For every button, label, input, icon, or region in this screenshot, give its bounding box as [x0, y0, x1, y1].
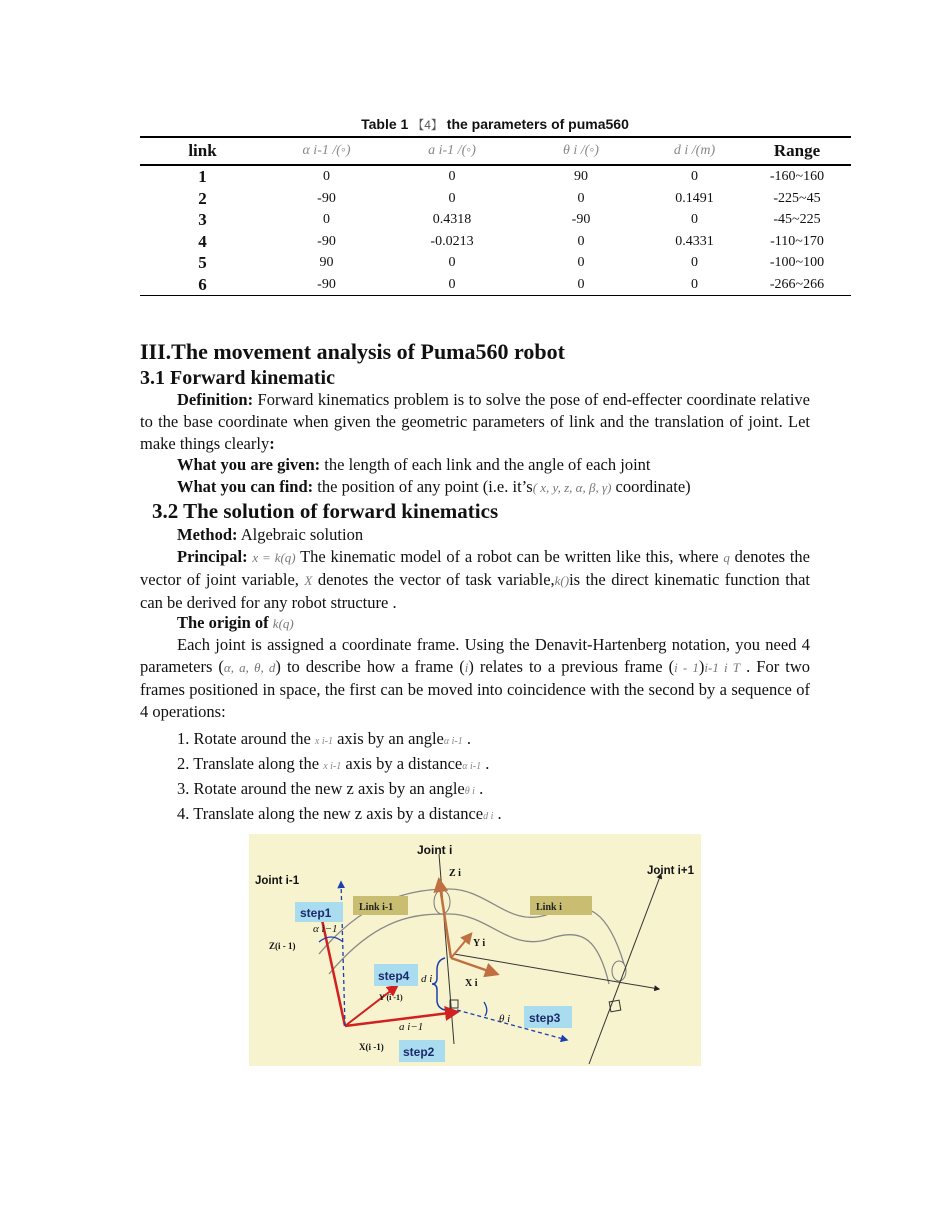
cell-alpha: -90	[317, 190, 336, 206]
op-text: 2. Translate along the	[177, 754, 324, 773]
cell-link: 4	[198, 231, 207, 251]
theta-label: θ i	[499, 1013, 511, 1025]
dh-text-4: )	[698, 657, 705, 676]
cell-a: 0	[448, 255, 456, 270]
principal-text-2: denotes the vector of joint variable,	[140, 547, 811, 589]
step1-label: step1	[300, 906, 332, 920]
step4-label: step4	[378, 969, 410, 983]
alpha-label: α i−1	[313, 923, 338, 935]
origin-math: k(q)	[272, 616, 294, 631]
header-range: Range	[773, 141, 821, 160]
caption-text: the parameters of puma560	[446, 116, 629, 132]
dh-transform: i-1 i T	[704, 660, 741, 675]
y-i-label: Y i	[473, 938, 486, 949]
caption-reference: 【4】	[412, 118, 443, 132]
x-i-minus-1-label: X(i -1)	[359, 1042, 384, 1052]
op-text: 1. Rotate around the	[177, 729, 315, 748]
definition-colon: :	[269, 434, 275, 453]
op-end: .	[474, 779, 484, 798]
principal-label: Principal:	[177, 547, 248, 566]
op-end: .	[493, 804, 502, 823]
d-label: d i	[421, 973, 433, 985]
cell-alpha: 0	[323, 169, 330, 184]
cell-a: 0	[448, 169, 456, 184]
find-label: What you can find:	[177, 477, 314, 496]
list-item	[177, 803, 847, 828]
principal-text-1: The kinematic model of a robot can be written like this, where	[295, 547, 724, 566]
principal-paragraph	[140, 546, 810, 614]
find-line	[140, 476, 810, 499]
op-end: .	[481, 754, 490, 773]
given-line	[140, 454, 810, 476]
header-alpha: α i-1 /(◦)	[302, 143, 351, 158]
cell-link: 5	[198, 253, 207, 272]
header-theta: θ i /(◦)	[563, 143, 599, 158]
cell-d: 0	[691, 212, 698, 227]
cell-d: 0	[691, 276, 698, 292]
table-row	[140, 209, 851, 231]
section-heading: III.The movement analysis of Puma560 robot	[140, 339, 565, 364]
cell-alpha: -90	[317, 276, 336, 292]
cell-theta: -90	[571, 212, 591, 227]
op-symbol-2: α i-1	[462, 761, 482, 772]
cell-link: 1	[198, 167, 207, 186]
header-link: link	[188, 141, 217, 160]
op-mid: axis by an angle	[332, 729, 444, 748]
method-line	[140, 524, 810, 546]
op-text: 4. Translate along the new z axis by a distance	[177, 804, 484, 823]
cell-range: -45~225	[773, 212, 821, 227]
parameter-table	[140, 136, 851, 296]
cell-alpha: 90	[319, 255, 334, 270]
joint-i-plus-1-label: Joint i+1	[647, 865, 694, 877]
z-i-minus-1-label: Z(i - 1)	[269, 941, 296, 951]
cell-theta: 0	[577, 190, 585, 206]
cell-range: -266~266	[769, 276, 825, 292]
joint-i-label: Joint i	[417, 843, 453, 857]
given-label: What you are given:	[177, 455, 321, 474]
dh-text-5: . For two frames positioned in space, the first can be moved into coincidence with the second by a sequence of 4 operations:	[140, 657, 810, 721]
dh-paragraph	[140, 634, 810, 723]
table-row	[140, 231, 851, 253]
find-math: ( x, y, z, α, β, γ)	[532, 480, 612, 495]
dh-text-3: ) relates to a previous frame (	[468, 657, 675, 676]
y-i-minus-1-label: Y (i -1)	[379, 993, 403, 1002]
cell-a: -0.0213	[430, 233, 474, 249]
op-symbol: θ i	[464, 786, 475, 797]
table-header-row	[140, 137, 851, 165]
cell-d: 0	[691, 169, 698, 184]
list-item	[177, 728, 847, 753]
dh-text-2: ) to describe how a frame (	[275, 657, 465, 676]
x-i-label: X i	[465, 978, 478, 989]
dh-params: α, a, θ, d	[223, 660, 276, 675]
cell-alpha: 0	[323, 212, 330, 227]
x-symbol: X	[304, 573, 313, 588]
cell-theta: 0	[577, 233, 585, 249]
cell-link: 2	[198, 188, 207, 208]
cell-range: -110~170	[770, 233, 824, 249]
op-symbol-2: α i-1	[443, 736, 463, 747]
cell-d: 0.1491	[675, 190, 714, 206]
joint-i-minus-1-label: Joint i-1	[255, 875, 300, 887]
operations-list	[177, 728, 847, 828]
op-symbol: x i-1	[314, 736, 333, 747]
list-item	[177, 753, 847, 778]
op-text: 3. Rotate around the new z axis by an angle	[177, 779, 465, 798]
step2-label: step2	[403, 1045, 435, 1059]
cell-d: 0.4331	[675, 233, 714, 249]
table-row	[140, 188, 851, 210]
op-symbol: x i-1	[323, 761, 342, 772]
subsection-heading-solution: 3.2 The solution of forward kinematics	[152, 499, 499, 523]
dh-i: i	[464, 660, 469, 675]
dh-i-minus-1: i - 1	[674, 660, 699, 675]
table-caption	[140, 116, 850, 133]
definition-text: Forward kinematics problem is to solve the pose of end-effecter coordinate relative to the base coordinate when given the geometric parameters of link and the translation of joint. Let make things clearly	[140, 390, 810, 453]
list-item	[177, 778, 847, 803]
step3-label: step3	[529, 1011, 561, 1025]
link-i-label: Link i	[536, 902, 562, 913]
link-i-minus-1-label: Link i-1	[359, 902, 394, 913]
a-label: a i−1	[399, 1021, 424, 1033]
table-row	[140, 274, 851, 296]
origin-line	[140, 612, 810, 635]
dh-text-1: Each joint is assigned a coordinate frame. Using the Denavit-Hartenberg notation, you need 4 parameters (	[140, 635, 810, 676]
cell-theta: 90	[574, 169, 588, 184]
op-end: .	[462, 729, 471, 748]
k-symbol: k()	[554, 573, 570, 588]
cell-link: 3	[198, 210, 207, 229]
header-d: d i /(m)	[673, 143, 716, 158]
z-i-label: Z i	[449, 868, 461, 879]
cell-theta: 0	[577, 255, 585, 270]
cell-range: -100~100	[769, 255, 825, 270]
figure-background	[249, 834, 701, 1066]
definition-label: Definition:	[177, 390, 254, 409]
cell-a: 0.4318	[432, 212, 472, 227]
table-row	[140, 165, 851, 188]
op-mid: axis by a distance	[341, 754, 463, 773]
cell-a: 0	[448, 276, 456, 292]
op-symbol: d i	[483, 811, 494, 822]
principal-text-4: is the direct kinematic function that can be derived for any robot structure .	[140, 570, 810, 612]
caption-prefix: Table 1	[361, 116, 409, 132]
cell-alpha: -90	[317, 233, 336, 249]
find-tail: coordinate)	[611, 477, 691, 496]
cell-range: -225~45	[773, 190, 821, 206]
header-a: a i-1 /(◦)	[428, 143, 476, 158]
given-text: the length of each link and the angle of each joint	[320, 455, 651, 474]
find-text: the position of any point (i.e. it’s	[313, 477, 533, 496]
cell-range: -160~160	[769, 169, 825, 184]
principal-math: x = k(q)	[252, 550, 296, 565]
cell-a: 0	[448, 190, 456, 206]
method-text: Algebraic solution	[237, 525, 364, 544]
q-symbol: q	[723, 550, 730, 565]
definition-paragraph	[140, 389, 810, 455]
cell-theta: 0	[577, 276, 585, 292]
dh-frame-figure	[249, 834, 701, 1066]
principal-text-3: denotes the vector of task variable,	[312, 570, 555, 589]
origin-label: The origin of	[177, 613, 269, 632]
cell-link: 6	[198, 274, 207, 294]
table-row	[140, 252, 851, 274]
method-label: Method:	[177, 525, 238, 544]
subsection-heading-forward-kinematic: 3.1 Forward kinematic	[140, 367, 335, 389]
cell-d: 0	[691, 255, 698, 270]
